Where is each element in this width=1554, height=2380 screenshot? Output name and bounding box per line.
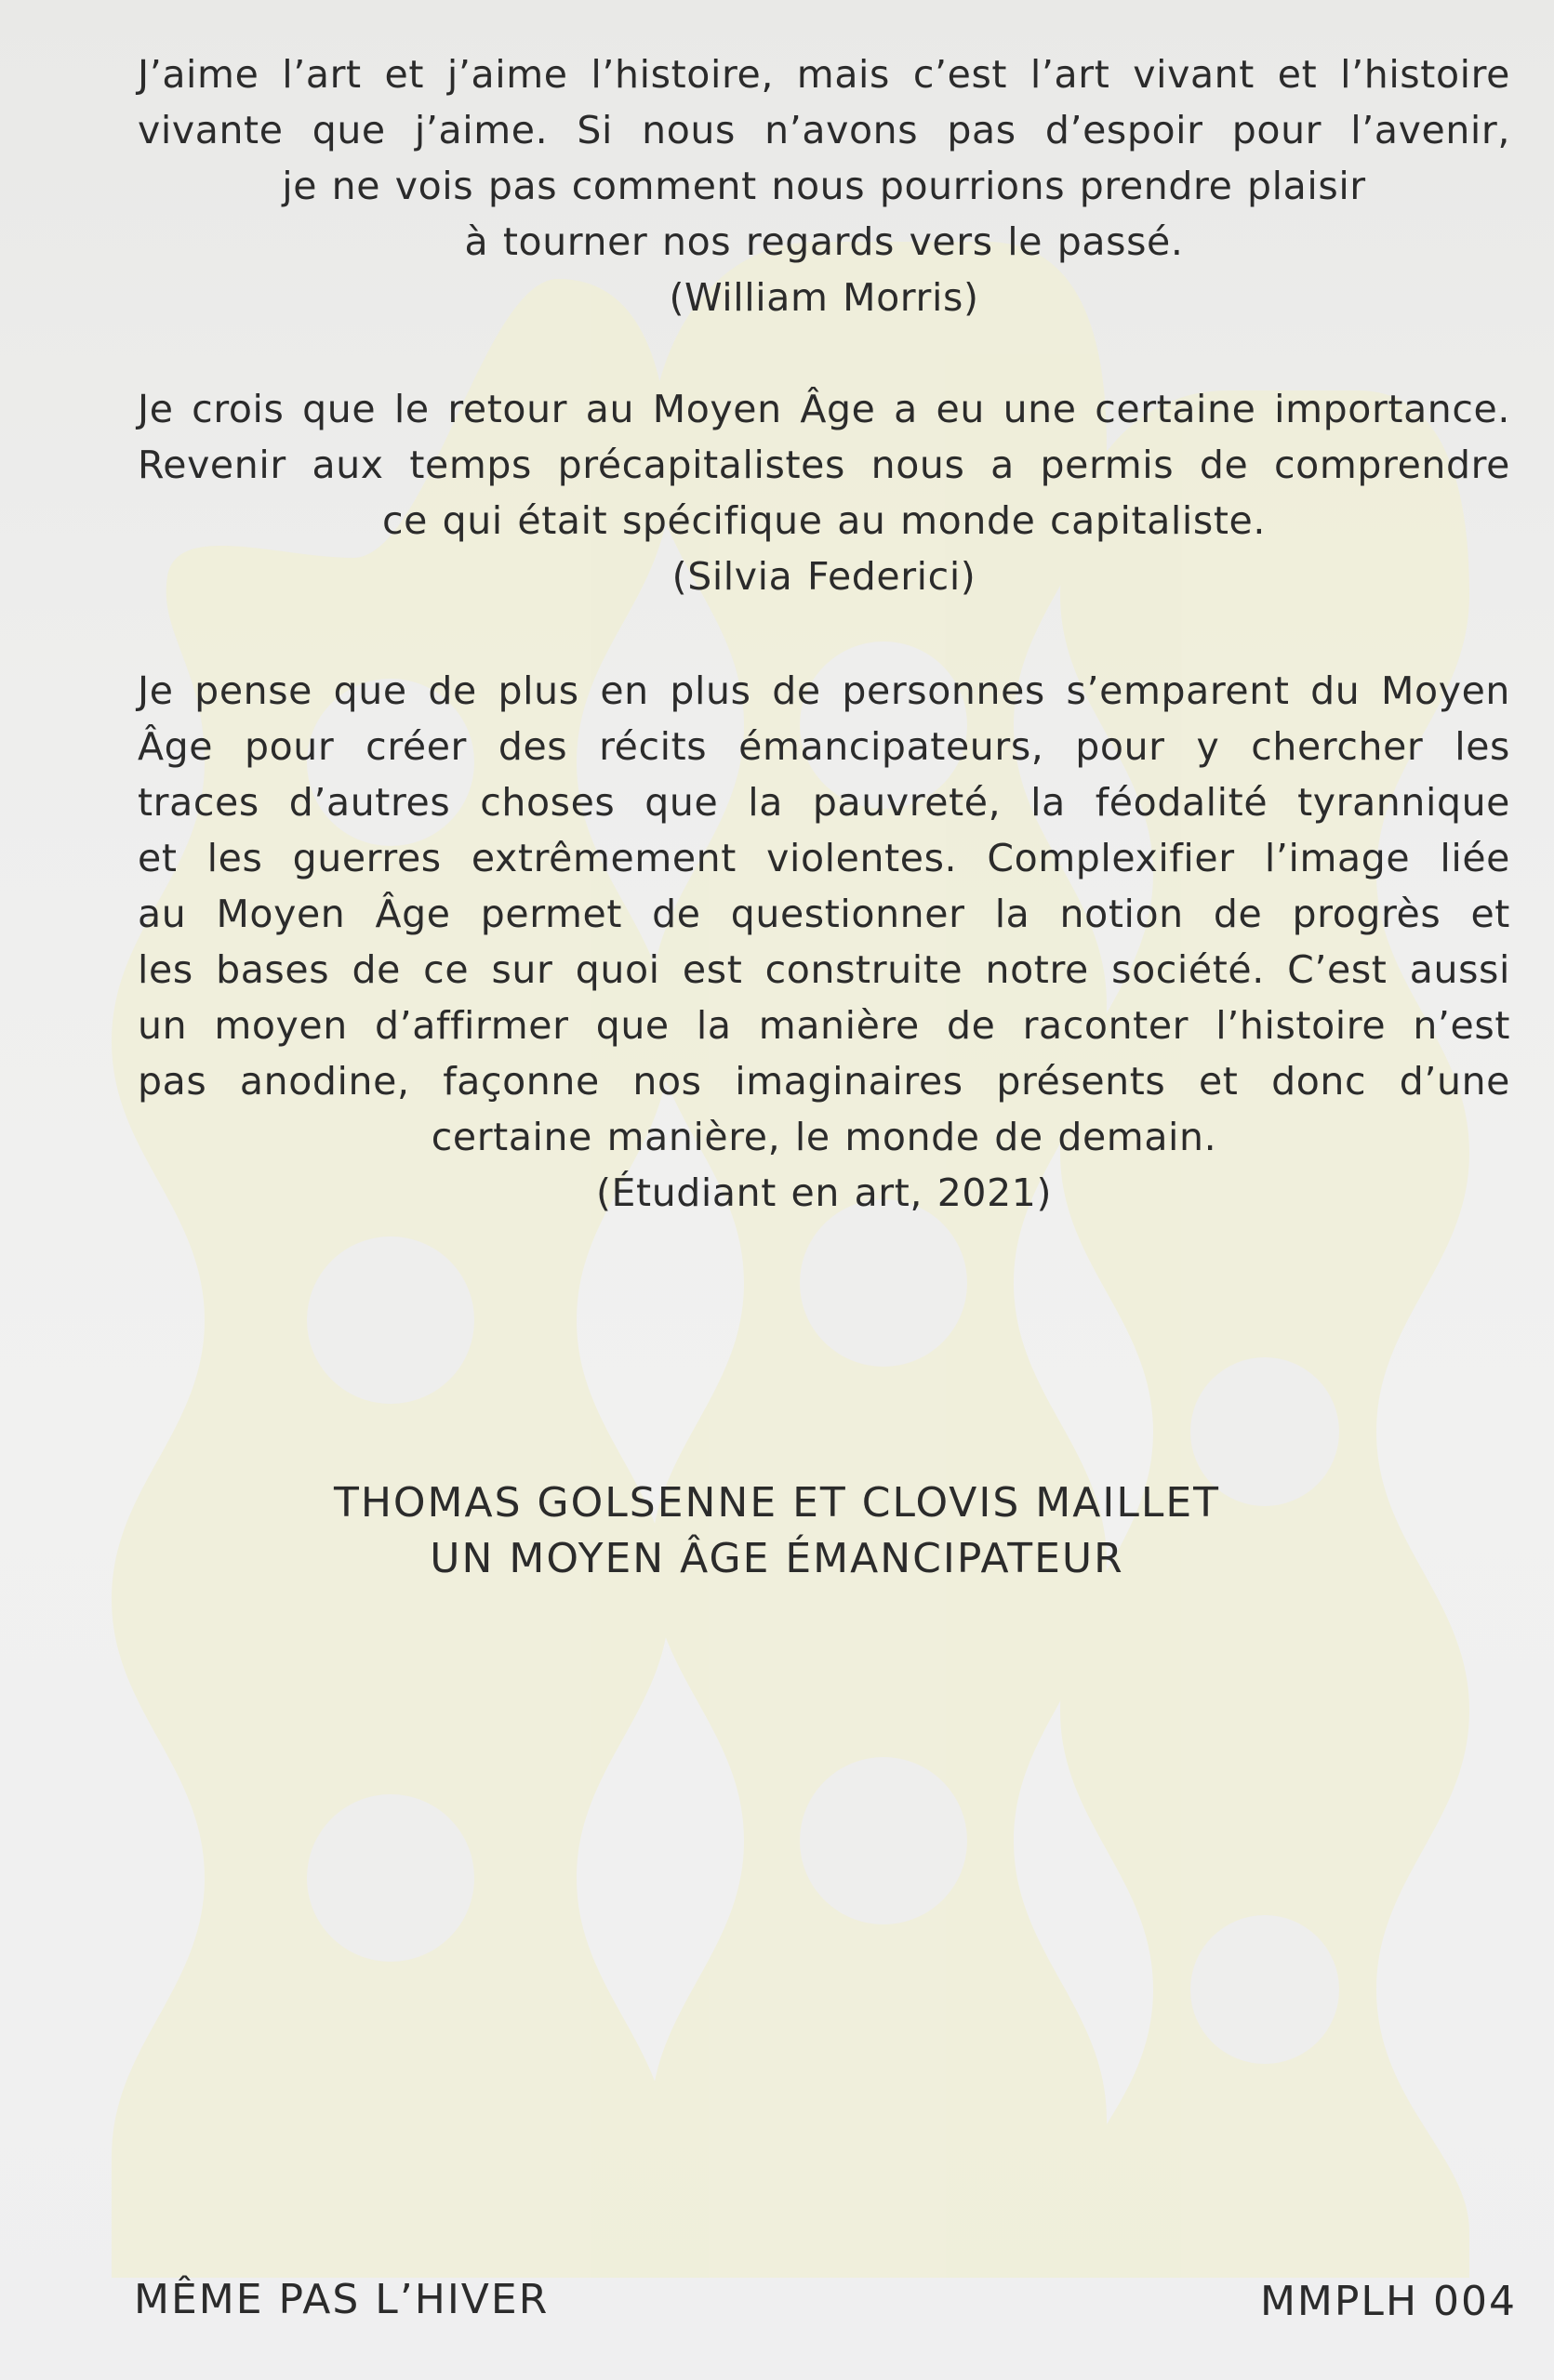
- quote-line: Je crois que le retour au Moyen Âge a eu une certaine importance.: [138, 387, 1510, 431]
- quote-line: et les guerres extrêmement violentes. Complexifier l’image liée: [138, 836, 1510, 880]
- quote-line: je ne vois pas comment nous pourrions prendre plaisir: [282, 164, 1366, 208]
- book-authors: THOMAS GOLSENNE ET CLOVIS MAILLET: [333, 1479, 1221, 1527]
- quote-line: ce qui était spécifique au monde capitaliste.: [382, 498, 1266, 543]
- quote-line: Âge pour créer des récits émancipateurs, pour y chercher les: [138, 724, 1510, 769]
- quote-line: pas anodine, façonne nos imaginaires présents et donc d’une: [138, 1059, 1510, 1104]
- quote-william-morris: [138, 46, 1510, 325]
- quote-line: traces d’autres choses que la pauvreté, la féodalité tyrannique: [138, 780, 1510, 825]
- quote-art-student: [138, 663, 1510, 1221]
- book-info: [0, 1475, 1554, 1587]
- quote-line: au Moyen Âge permet de questionner la notion de progrès et: [138, 892, 1510, 936]
- publisher-name: MÊME PAS L’HIVER: [134, 2276, 550, 2323]
- quote-line: certaine manière, le monde de demain.: [431, 1115, 1217, 1159]
- quote-line: vivante que j’aime. Si nous n’avons pas d’espoir pour l’avenir,: [138, 108, 1510, 152]
- quote-line: Revenir aux temps précapitalistes nous a permis de comprendre: [138, 443, 1510, 487]
- series-code: MMPLH 004: [1259, 2278, 1517, 2325]
- quote-line: un moyen d’affirmer que la manière de raconter l’histoire n’est: [138, 1003, 1510, 1048]
- quote-line: à tourner nos regards vers le passé.: [464, 219, 1184, 264]
- quote-line: Je pense que de plus en plus de personnes s’emparent du Moyen: [138, 668, 1510, 713]
- quote-silvia-federici: [138, 381, 1510, 604]
- book-title: UN MOYEN ÂGE ÉMANCIPATEUR: [430, 1535, 1124, 1582]
- quote-attribution: (Silvia Federici): [671, 554, 976, 599]
- quote-attribution: (Étudiant en art, 2021): [595, 1170, 1053, 1215]
- quote-attribution: (William Morris): [669, 275, 979, 320]
- quote-line: les bases de ce sur quoi est construite notre société. C’est aussi: [138, 947, 1510, 992]
- quote-line: J’aime l’art et j’aime l’histoire, mais c’est l’art vivant et l’histoire: [138, 52, 1510, 97]
